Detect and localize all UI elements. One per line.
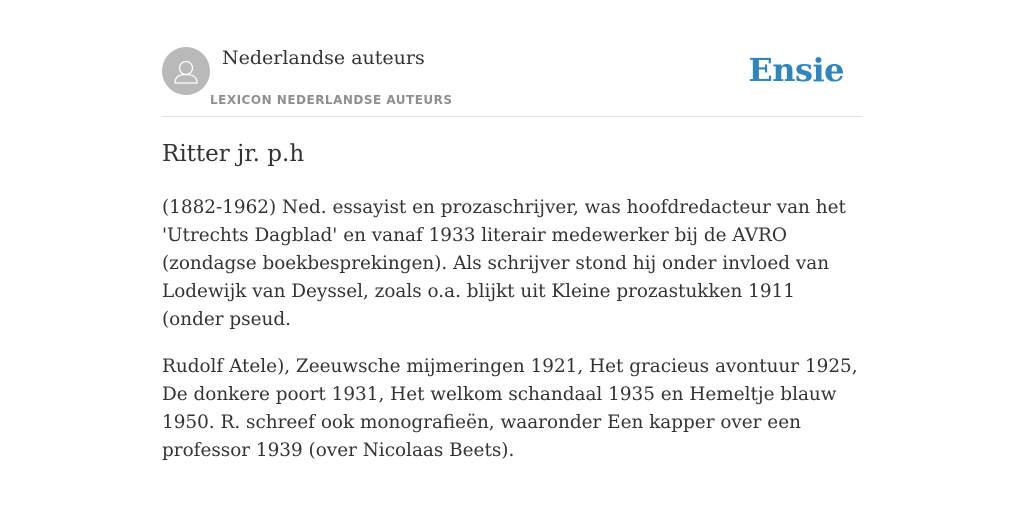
article-paragraph: Rudolf Atele), Zeeuwsche mijmeringen 1921, Het gracieus avontuur 1925, De donkere poort 1931, Het welkom schandaal 1935 en Hemeltje blauw 1950. R. schreef ook monografieën, waaronder Een kapper over een professor 1939 (over Nicolaas Beets). (162, 356, 858, 461)
article (162, 138, 862, 484)
user-silhouette-icon (162, 47, 210, 95)
collection-title[interactable]: Nederlandse auteurs (222, 47, 425, 69)
ensie-logo-link[interactable]: Ensie (748, 51, 844, 89)
article-paragraph: (1882-1962) Ned. essayist en prozaschrijver, was hoofdredacteur van het 'Utrechts Dagblad' en vanaf 1933 literair medewerker bij de AVRO (zondagse boekbesprekingen). Als schrijver stond hij onder invloed van Lodewijk van Deyssel, zoals o.a. blijkt uit Kleine prozastukken 1911 (onder pseud. (162, 197, 846, 330)
collection-subtitle: LEXICON NEDERLANDSE AUTEURS (210, 93, 453, 107)
collection-header (162, 46, 862, 117)
article-title: Ritter jr. p.h (162, 141, 305, 167)
avatar[interactable] (162, 47, 210, 95)
